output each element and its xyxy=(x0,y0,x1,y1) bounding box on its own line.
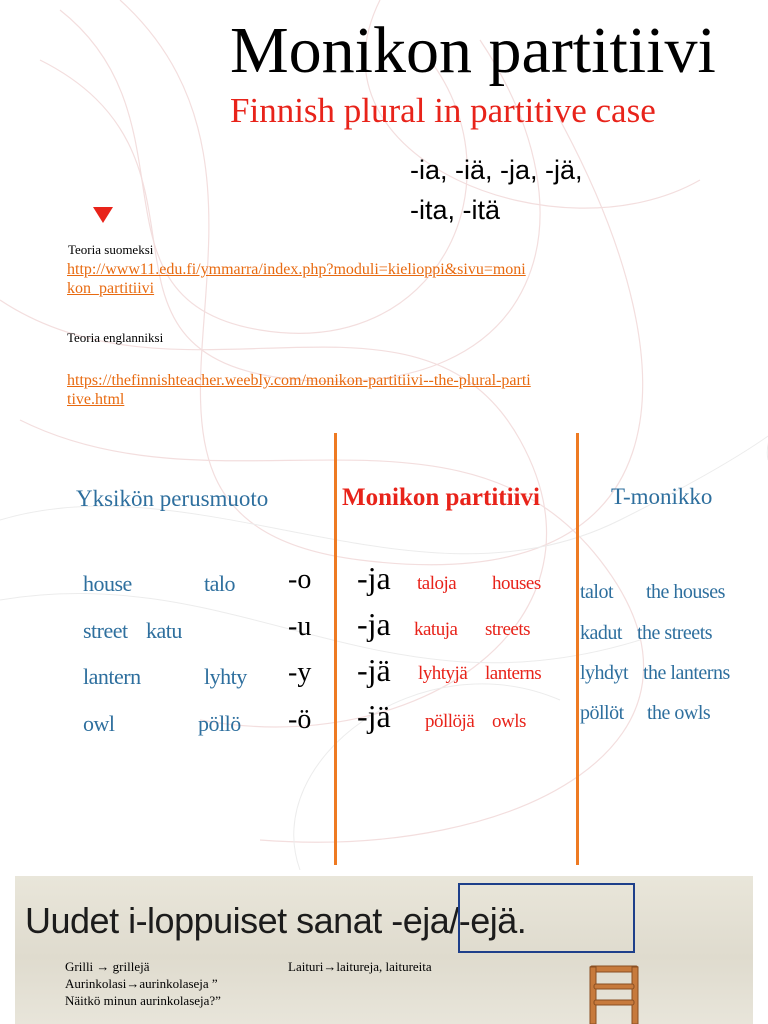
banner-title-boxed: -eja/-ejä. xyxy=(391,900,527,941)
chair-image xyxy=(570,964,645,1024)
header-partitive: Monikon partitiivi xyxy=(342,484,540,511)
theory-english-link-line-2: tive.html xyxy=(67,391,125,408)
row-tplural-word: kadut xyxy=(580,622,622,644)
row-partitive-suffix: -ja xyxy=(357,560,391,596)
new-i-words-banner xyxy=(15,876,753,1024)
row-tplural-word: talot xyxy=(580,581,614,603)
row-tplural-word: pöllöt xyxy=(580,702,624,724)
row-partitive-english: streets xyxy=(485,619,531,640)
theory-finnish-label: Teoria suomeksi xyxy=(68,242,154,257)
banner-title xyxy=(25,900,526,942)
column-divider-left xyxy=(334,433,337,865)
theory-finnish-link[interactable] xyxy=(67,260,526,298)
row-english-word: lantern xyxy=(83,664,141,689)
banner-title-main: Uudet i-loppuiset sanat xyxy=(25,900,392,941)
row-english-word: owl xyxy=(83,711,115,736)
row-word-ending: -o xyxy=(288,564,312,595)
row-tplural-english: the streets xyxy=(637,622,713,644)
theory-english-label: Teoria englanniksi xyxy=(67,330,164,345)
theory-english-link[interactable] xyxy=(67,371,531,409)
row-partitive-word: lyhtyjä xyxy=(418,663,468,684)
row-tplural-english: the lanterns xyxy=(643,662,730,684)
row-tplural-english: the owls xyxy=(647,702,711,724)
row-word-ending: -y xyxy=(288,657,312,688)
banner-example-aurinkolasi: Aurinkolasi→aurinkolaseja ” xyxy=(65,976,218,991)
endings-line-2: -ita, -itä xyxy=(410,195,501,225)
header-singular: Yksikön perusmuoto xyxy=(76,486,269,511)
banner-highlight-box xyxy=(458,883,635,953)
row-english-word: house xyxy=(83,571,132,596)
page-subtitle: Finnish plural in partitive case xyxy=(230,91,656,130)
row-finnish-word: katu xyxy=(146,618,182,643)
theory-finnish-link-line-2: kon_partitiivi xyxy=(67,280,155,297)
row-partitive-suffix: -jä xyxy=(357,698,391,734)
row-tplural-english: the houses xyxy=(646,581,725,603)
row-finnish-word: pöllö xyxy=(198,711,241,736)
row-finnish-word: talo xyxy=(204,571,235,596)
red-triangle-marker xyxy=(93,207,113,223)
banner-example-laituri: Laituri→laitureja, laitureita xyxy=(288,959,432,974)
row-partitive-suffix: -ja xyxy=(357,606,391,642)
banner-example-question: Näitkö minun aurinkolaseja?” xyxy=(65,993,221,1008)
row-partitive-word: taloja xyxy=(417,573,457,594)
row-partitive-word: katuja xyxy=(414,619,458,640)
row-tplural-word: lyhdyt xyxy=(580,662,629,684)
row-finnish-word: lyhty xyxy=(204,664,247,689)
row-word-ending: -ö xyxy=(288,704,312,735)
row-partitive-english: houses xyxy=(492,573,541,594)
partitive-endings xyxy=(410,150,583,230)
column-divider-right xyxy=(576,433,579,865)
page-title: Monikon partitiivi xyxy=(230,14,716,87)
endings-line-1: -ia, -iä, -ja, -jä, xyxy=(410,155,583,185)
row-english-word: street xyxy=(83,618,128,643)
banner-example-grilli: Grilli → grillejä xyxy=(65,959,150,974)
row-partitive-word: pöllöjä xyxy=(425,711,475,732)
row-partitive-english: owls xyxy=(492,711,526,732)
row-partitive-suffix: -jä xyxy=(357,652,391,688)
theory-finnish-link-line-1: http://www11.edu.fi/ymmarra/index.php?moduli=kielioppi&sivu=moni xyxy=(67,261,526,278)
row-word-ending: -u xyxy=(288,611,312,642)
theory-english-link-line-1: https://thefinnishteacher.weebly.com/monikon-partitiivi--the-plural-parti xyxy=(67,372,531,389)
row-partitive-english: lanterns xyxy=(485,663,542,684)
header-tplural: T-monikko xyxy=(611,484,713,509)
